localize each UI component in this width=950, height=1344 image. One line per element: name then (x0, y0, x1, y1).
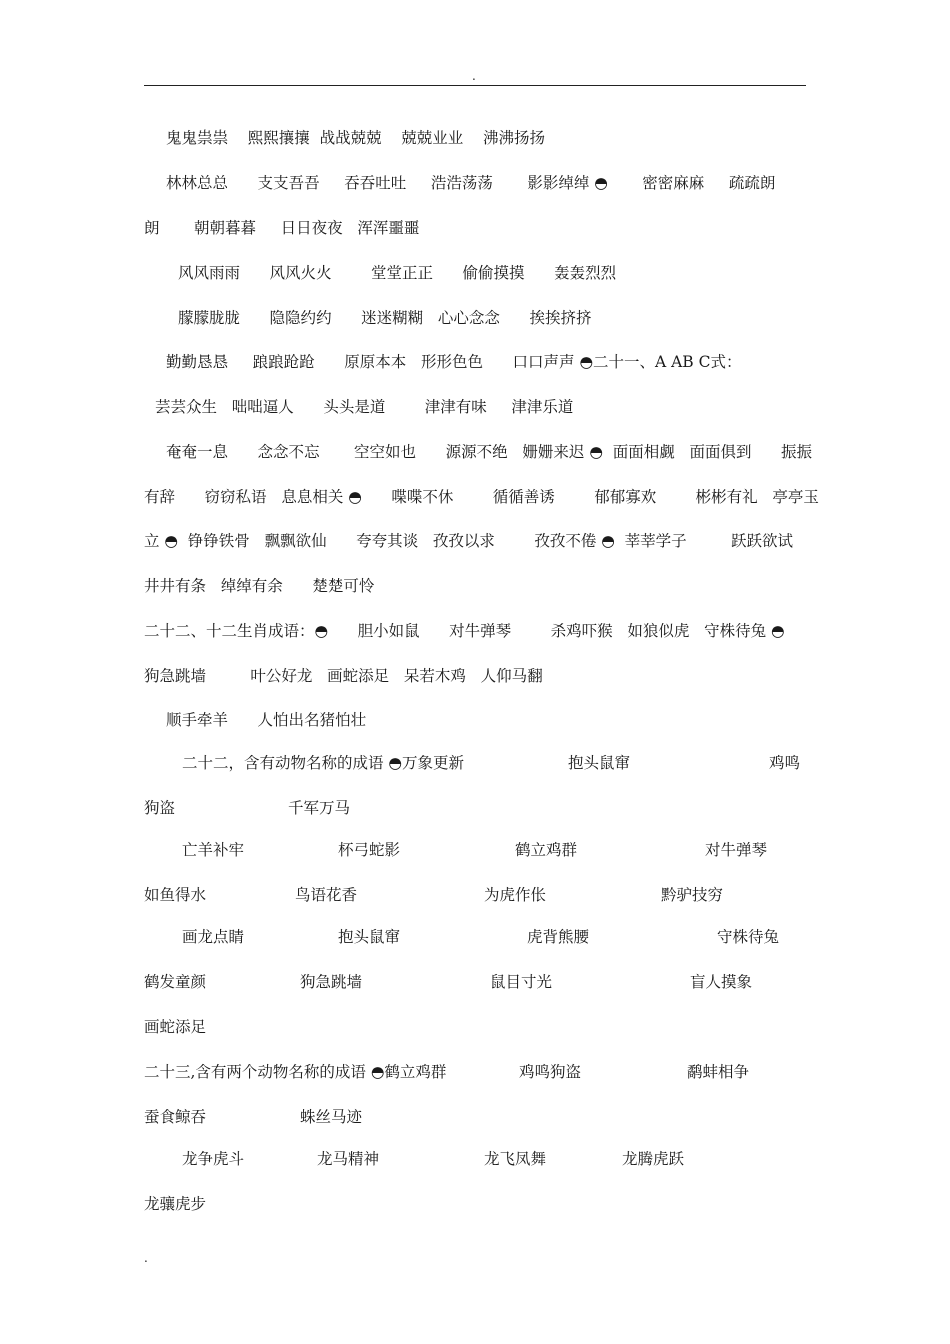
section-heading: 二十二、十二生肖成语：◓ 胆小如鼠 对牛弹琴 杀鸡吓猴 如狼似虎 守株待兔 ◓ (144, 622, 785, 640)
text-line: 有辞 窃窃私语 息息相关 ◓ 喋喋不休 循循善诱 郁郁寡欢 彬彬有礼 亭亭玉 (144, 488, 819, 506)
idiom: 盲人摸象 (690, 973, 753, 991)
idiom: 虎背熊腰 (527, 928, 590, 946)
header-marker: . (472, 69, 476, 83)
idiom: 守株待兔 (717, 928, 780, 946)
idiom: 鸟语花香 (295, 886, 358, 904)
idiom: 画龙点睛 (182, 928, 245, 946)
idiom: 龙腾虎跃 (622, 1150, 685, 1168)
idiom: 画蛇添足 (144, 1018, 207, 1036)
text-line: 奄奄一息 念念不忘 空空如也 源源不绝 姗姗来迟 ◓ 面面相觑 面面俱到 振振 (166, 443, 813, 461)
idiom: 对牛弹琴 (705, 841, 768, 859)
text-line: 风风雨雨 风风火火 堂堂正正 偷偷摸摸 轰轰烈烈 (178, 264, 617, 282)
idiom: 鹤发童颜 (144, 973, 207, 991)
idiom: 龙骧虎步 (144, 1195, 207, 1213)
section-heading: 二十三,含有两个动物名称的成语 ◓鹤立鸡群 (144, 1063, 447, 1081)
text-line: 狗急跳墙 叶公好龙 画蛇添足 呆若木鸡 人仰马翻 (144, 667, 543, 685)
idiom: 鸡鸣 (769, 754, 801, 772)
text-line: 鬼鬼祟祟 熙熙攘攘 战战兢兢 兢兢业业 沸沸扬扬 (166, 129, 545, 147)
text-line: 朗 朝朝暮暮 日日夜夜 浑浑噩噩 (144, 219, 420, 237)
idiom: 亡羊补牢 (182, 841, 245, 859)
idiom: 抱头鼠窜 (568, 754, 631, 772)
idiom: 千军万马 (288, 799, 351, 817)
text-line: 芸芸众生 咄咄逼人 头头是道 津津有味 津津乐道 (155, 398, 574, 416)
idiom: 为虎作伥 (484, 886, 547, 904)
text-line: 朦朦胧胧 隐隐约约 迷迷糊糊 心心念念 挨挨挤挤 (178, 309, 592, 327)
idiom: 鼠目寸光 (490, 973, 553, 991)
idiom: 黔驴技穷 (661, 886, 724, 904)
text-line: 顺手牵羊 人怕出名猪怕壮 (166, 711, 367, 729)
idiom: 狗盗 (144, 799, 176, 817)
idiom: 龙飞凤舞 (484, 1150, 547, 1168)
text-line: 井井有条 绰绰有余 楚楚可怜 (144, 577, 375, 595)
idiom: 蛛丝马迹 (300, 1108, 363, 1126)
idiom: 抱头鼠窜 (338, 928, 401, 946)
idiom: 杯弓蛇影 (338, 841, 401, 859)
idiom: 鹬蚌相争 (687, 1063, 750, 1081)
text-line: 立 ◓ 铮铮铁骨 飘飘欲仙 夸夸其谈 孜孜以求 孜孜不倦 ◓ 莘莘学子 跃跃欲试 (144, 532, 793, 550)
idiom: 龙争虎斗 (182, 1150, 245, 1168)
text-line: 勤勤恳恳 踉踉跄跄 原原本本 形形色色 口口声声 ◓二十一、A AB C式： (166, 353, 742, 371)
footer-marker: . (144, 1251, 148, 1265)
text-line: 林林总总 支支吾吾 吞吞吐吐 浩浩荡荡 影影绰绰 ◓ 密密麻麻 疏疏朗 (166, 174, 776, 192)
idiom: 如鱼得水 (144, 886, 207, 904)
idiom: 蚕食鲸吞 (144, 1108, 207, 1126)
section-heading: 二十二，含有动物名称的成语 ◓万象更新 (182, 754, 464, 772)
idiom: 龙马精神 (317, 1150, 380, 1168)
header-rule (144, 85, 806, 86)
idiom: 狗急跳墙 (300, 973, 363, 991)
idiom: 鹤立鸡群 (515, 841, 578, 859)
idiom: 鸡鸣狗盗 (519, 1063, 582, 1081)
